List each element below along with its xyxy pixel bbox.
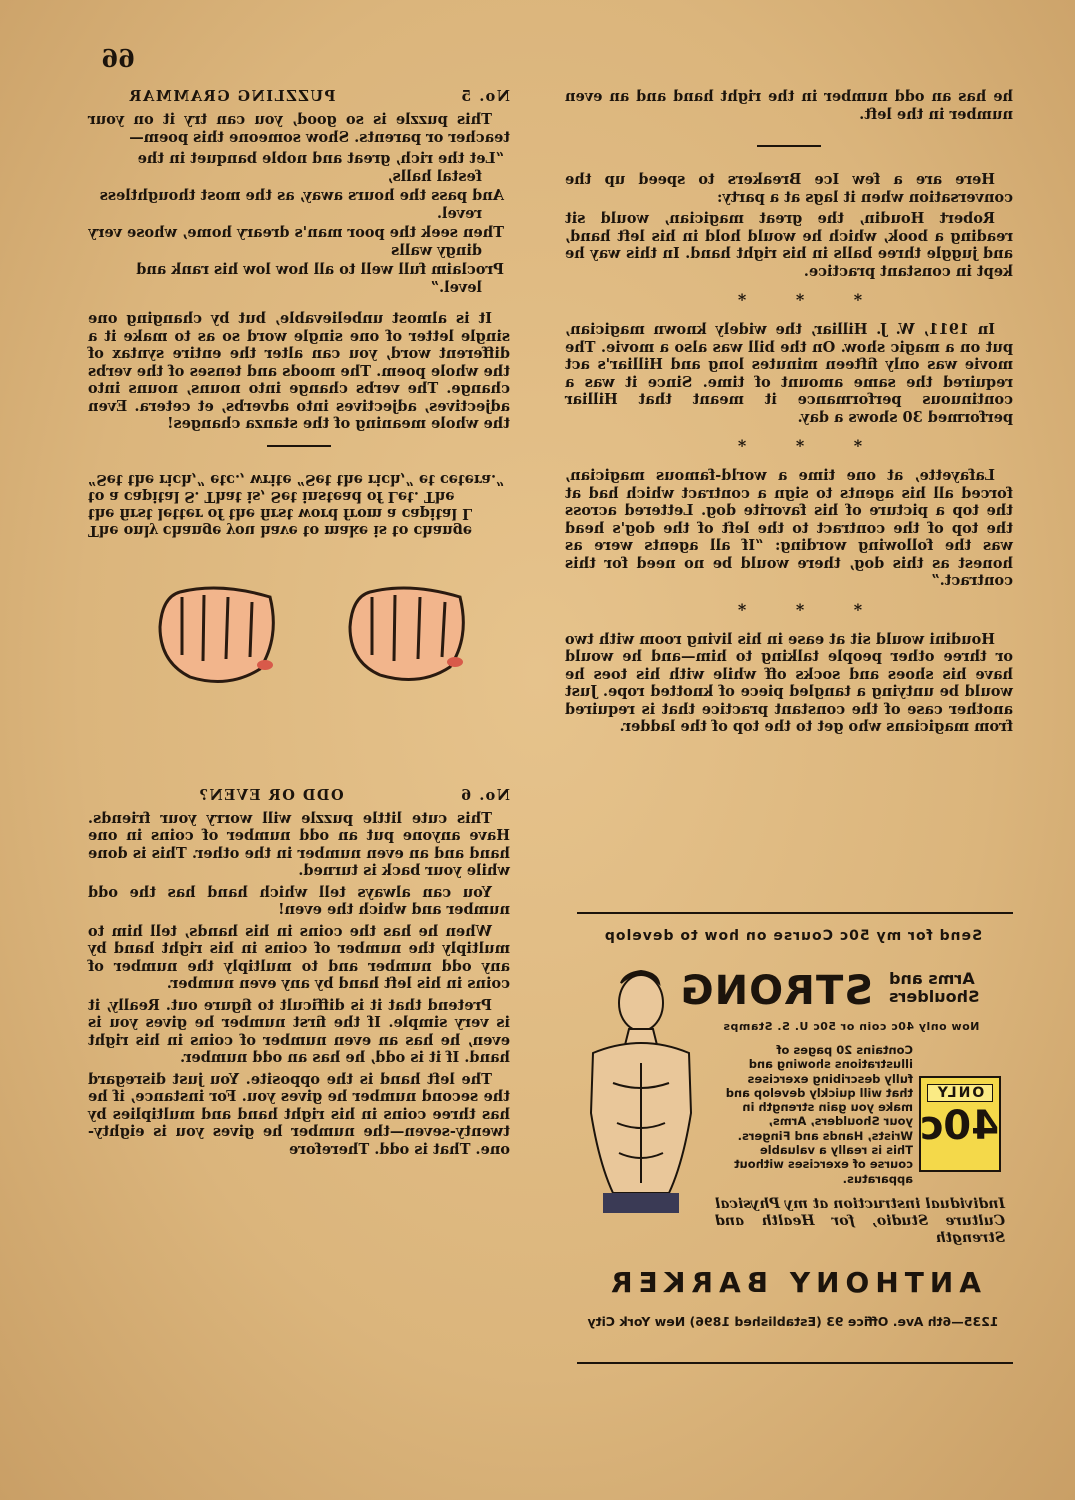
poem-line: Proclaim full well to all how low his rank and level.” [136, 261, 504, 296]
advertisement [573, 928, 1013, 1329]
puzzle5-upside-down-answer [88, 471, 510, 539]
closed-fists-icon [130, 557, 490, 717]
right-column [88, 88, 510, 1162]
poem-line: “Let the rich, great and noble banquet in the festal halls, [137, 150, 504, 185]
puzzle6-paragraph: The left hand is the opposite. You just disregard the second number he gives you. For instance, if he has three coins in his right hand and multiplies by twenty-seven—the number he gives you is eighty-one. That is odd. Therefore [88, 1070, 510, 1158]
answer-line: “Set the rich,” etc., write “Set the rich,” et cetera.” [88, 470, 505, 488]
puzzle6-number: No. 6 [459, 786, 510, 804]
puzzle5-number: No. 5 [459, 88, 510, 105]
ad-arms: Arms and [889, 969, 975, 988]
ad-price-line: Now only 40c coin or 50c U. S. Stamps [723, 1020, 980, 1033]
ad-individual-instruction: Individual instruction at my Physical Culture Studio, for Health and Strength [715, 1196, 1005, 1246]
puzzle5-heading [88, 88, 510, 105]
star-separator: * * * [715, 436, 863, 455]
section-divider [757, 145, 821, 147]
section-divider [267, 445, 331, 447]
puzzle6-heading [88, 787, 510, 804]
ad-headline: Send for my 50c Course on how to develop [603, 928, 983, 944]
magic-item: Houdini would sit at ease in his living room with two or three other people talking to him—and he would have his shoes and socks off while with his toes he would be untying a tangled piece of knotted rope. Just another case of the constant practice that is required from magicians who get to the top of the ladder. [565, 630, 1013, 735]
star-separator: * * * [715, 599, 863, 619]
answer-line: The only change you have to make is to change [88, 521, 473, 539]
puzzle6-paragraph: Pretend that it is difficult to figure out. Really, it is very simple. If the first number he gives you is even, he has an even number of coins in his right hand. If it is odd, he has an odd number. [88, 996, 510, 1066]
magic-item: Lafayette, at one time a world-famous magician, forced all his agents to sign a contract which had at the top a picture of his favorite dog. Lettered across the top of the contract to the left of the dog's head was the following wording: “If all agents were as honest as this dog, there would be no need for this contract.” [565, 467, 1013, 589]
poem [88, 150, 510, 296]
ad-strong-title: STRONG [679, 968, 873, 1014]
puzzle6-paragraph: This cute little puzzle will worry your friends. Have anyone put an odd number of coins in one hand and an even number in the other. This is done while your back is turned. [88, 809, 510, 879]
ad-arms-shoulders [889, 970, 1009, 1006]
price-badge [919, 1076, 1001, 1172]
ad-address: 1235—6th Ave. Office 93 (Established 1896) New York City [587, 1314, 999, 1329]
ad-advertiser-name: ANTHONY BARKER [605, 1266, 981, 1299]
page-number: 66 [101, 44, 135, 73]
magic-item: Robert Houdin, the great magician, would sit reading a book, which he would hold in his left hand, and juggle three balls in his right hand. In this way he kept in constant practice. [565, 210, 1013, 280]
answer-line: the first letter of the first word from a capital L [88, 504, 473, 522]
badge-only: ONLY [927, 1084, 993, 1102]
puzzle5-body: It is almost unbelievable, but by changing one single letter of one single word so as to make it a different word, you can alter the entire syntax of the whole poem. The moods and tenses of the verbs change. The verbs change into nouns, nouns into adjectives, adjectives into adverbs, et cetera. Even the whole meaning of the stanza changes! [88, 310, 510, 432]
magic-item: In 1911, W. J. Hilliar, the widely known magician, put on a magic show. On the bill was also a movie. The movie was only fifteen minutes long and Hilliar's act required the same amount of time. Since it was a continuous performance it meant that Hilliar performed 30 shows a day. [565, 321, 1013, 426]
poem-line: Then seek the poor man's dreary home, whose very dingy walls [88, 224, 504, 259]
puzzle6-paragraph: When he has the coins in his hands, tell him to multiply the number of coins in his right hand by any odd number and to multiply the number of coins in his left hand by any even number. [88, 922, 510, 992]
poem-line: And pass the hours away, as the most thoughtless revel. [99, 187, 504, 222]
answer-line: to a capital S. That is, Set instead of Let. The [88, 487, 455, 505]
fists-illustration [88, 557, 510, 787]
ice-breakers-intro: Here are a few Ice Breakers to speed up the conversation when it lags at a party: [565, 171, 1013, 206]
ad-bottom-rule [577, 1362, 1013, 1364]
ad-shoulders: Shoulders [889, 987, 980, 1006]
star-separator: * * * [715, 290, 863, 309]
ad-description: Contains 20 pages of illustrations showing and fully describing exercises that will quickly develop and make you gain strength in your Shoulders, Arms, Wrists, Hands and Fingers. This is really a valuable course of exercises without apparatus. [725, 1043, 913, 1186]
puzzle6-continuation: he has an odd number in the right hand and an even number in the left. [565, 88, 1013, 123]
puzzle5-intro: This puzzle is so good, you can try it on your teacher or parents. Show someone this poem— [88, 111, 510, 146]
puzzle6-paragraph: You can always tell which hand has the odd number and which the even! [88, 883, 510, 918]
puzzle6-title: ODD OR EVEN? [198, 786, 344, 804]
ad-top-rule [577, 912, 1013, 914]
puzzle5-title: PUZZLING GRAMMAR [128, 88, 336, 105]
badge-price: 40c [919, 1103, 999, 1149]
left-column [565, 88, 1013, 740]
